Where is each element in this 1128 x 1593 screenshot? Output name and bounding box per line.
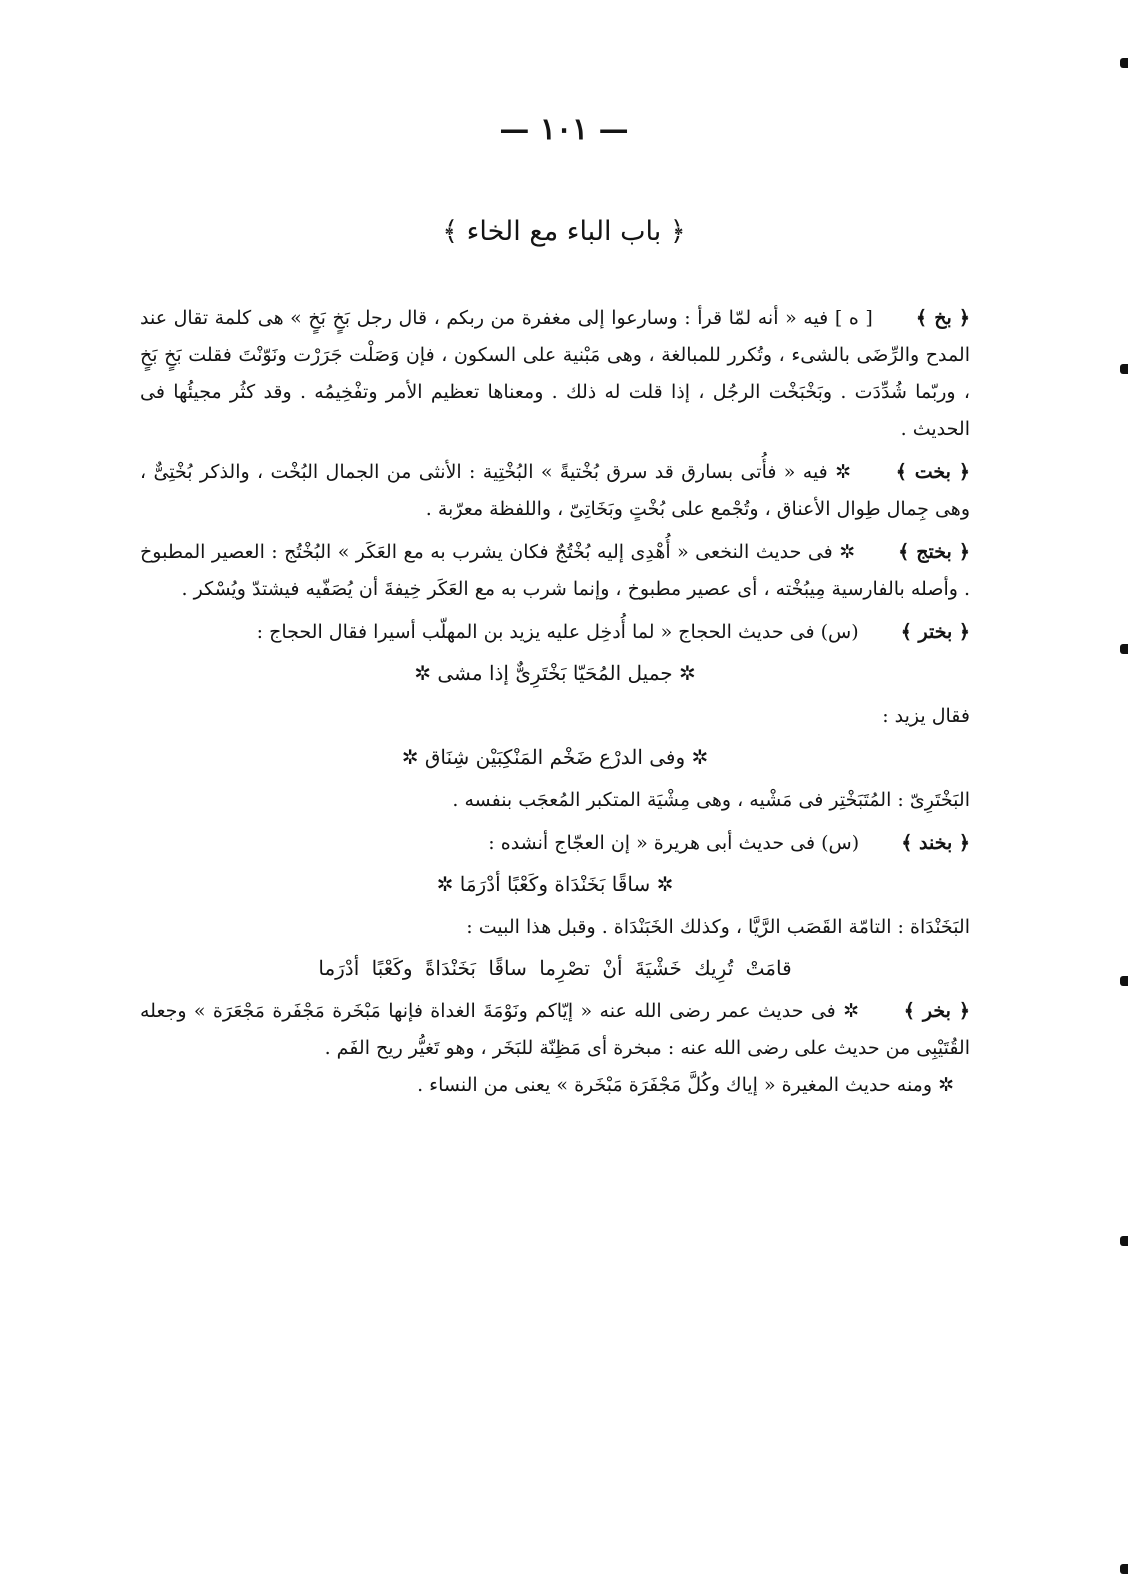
entry-text: ✲ فيه « فأُتى بسارق قد سرق بُخْتيةً » البُخْتِية : الأنثى من الجمال البُخْت ، والذكر بُخْتِىٌّ ، وهى جِمال طِوال الأعناق ، وتُجْمع على بُخْتٍ وبَخَاتِىّ ، واللفظة معرّبة . bbox=[140, 461, 970, 520]
margin-mark bbox=[1120, 364, 1128, 374]
reply-intro: فقال يزيد : bbox=[882, 705, 970, 727]
entry-bakhtar bbox=[140, 614, 970, 651]
main-text bbox=[140, 300, 970, 1110]
headword-bakhnad: ﴿ بخند ﴾ bbox=[901, 832, 970, 854]
margin-mark bbox=[1120, 1564, 1128, 1574]
entry-text: (س) فى حديث أبى هريرة « إن العجّاج أنشده : bbox=[488, 832, 860, 854]
headword-bukht: ﴿ بخت ﴾ bbox=[895, 461, 970, 483]
entry-text: (س) فى حديث الحجاج « لما أُدخِل عليه يزيد بن المهلّب أسيرا فقال الحجاج : bbox=[256, 621, 859, 643]
chapter-title: ﴿ باب الباء مع الخاء ﴾ bbox=[442, 216, 686, 247]
entry-text: ✲ فى حديث عمر رضى الله عنه « إيّاكم ونَوْمَةَ الغداة فإنها مَبْخَرة مَجْفَرة مَجْعَرَة » وجعله القُتَيْبِى من حديث على رضى الله عنه : مبخرة أى مَظِنّة للبَخَر ، وهو تَغيُّر ريح الفَم . bbox=[140, 1000, 970, 1059]
verse-line: ✲ جميل المُحَيّا بَخْتَرِىٌّ إذا مشى ✲ bbox=[414, 661, 696, 685]
verse-couplet: قامَتْ تُرِيك خَشْيَةَ أنْ تصْرِما ساقًا بَخَنْدَاةً وكَعْبًا أدْرَما bbox=[318, 956, 792, 980]
entry-bakhnad bbox=[140, 825, 970, 862]
headword-bakhtar: ﴿ بختر ﴾ bbox=[900, 621, 970, 643]
margin-mark bbox=[1120, 644, 1128, 654]
margin-mark bbox=[1120, 1236, 1128, 1246]
headword-bakh: ﴿ بخ ﴾ bbox=[915, 307, 971, 329]
verse-line: ✲ ساقًا بَخَنْدَاة وكَعْبًا أدْرَمَا ✲ bbox=[436, 872, 674, 896]
verse-line: ✲ وفى الدرْع ضَخْم المَنْكِبَيْن شِنَاق ✲ bbox=[401, 745, 709, 769]
explanation-text: البَخَنْدَاة : التامّة القَصَب الرَّيَّا ، وكذلك الخَبَنْدَاة . وقبل هذا البيت : bbox=[466, 916, 970, 938]
explanation-text: البَخْتَرِىّ : المُتَبَخْتِر فى مَشْيه ، وهى مِشْيَة المتكبر المُعجَب بنفسه . bbox=[452, 789, 970, 811]
headword-bakhar: ﴿ بخر ﴾ bbox=[903, 1000, 970, 1022]
margin-mark bbox=[1120, 58, 1128, 68]
entry-bakhar-extra: ✲ ومنه حديث المغيرة « إياك وكُلَّ مَجْفَرَة مَبْخَرة » يعنى من النساء . bbox=[417, 1074, 954, 1096]
page-number: — ١٠١ — bbox=[499, 112, 629, 147]
entry-bukhtuj bbox=[140, 534, 970, 608]
margin-mark bbox=[1120, 976, 1128, 986]
entry-bakh bbox=[140, 300, 970, 448]
entry-bukht bbox=[140, 454, 970, 528]
entry-bakhar bbox=[140, 993, 970, 1067]
headword-bukhtuj: ﴿ بختج ﴾ bbox=[898, 541, 970, 563]
source-code: [ ه ] bbox=[834, 307, 873, 329]
entry-text: ✲ فى حديث النخعى « أُهْدِى إليه بُخْتُجٌ فكان يشرب به مع العَكَر » البُخْتُج : العصير المطبوخ . وأصله بالفارسية مِيبُخْته ، أى عصير مطبوخ ، وإنما شرب به مع العَكَر خِيفةَ أن يُصَفّيه فيشتدّ ويُسْكر . bbox=[140, 541, 970, 600]
entry-text: فيه « أنه لمّا قرأ : وسارعوا إلى مغفرة من ربكم ، قال رجل بَخٍ بَخٍ » هى كلمة تقال عند المدح والرِّضَى بالشىء ، وتُكرر للمبالغة ، وهى مَبْنية على السكون ، فإن وَصَلْت جَرَرْت ونَوّنْتَ فقلت بَخٍ بَخٍ ، وربّما شُدِّدَت . وبَخْبَخْت الرجُل ، إذا قلت له ذلك . ومعناها تعظيم الأمر وتفْخِيمُه . وقد كثُر مجيئُها فى الحديث . bbox=[140, 307, 970, 440]
